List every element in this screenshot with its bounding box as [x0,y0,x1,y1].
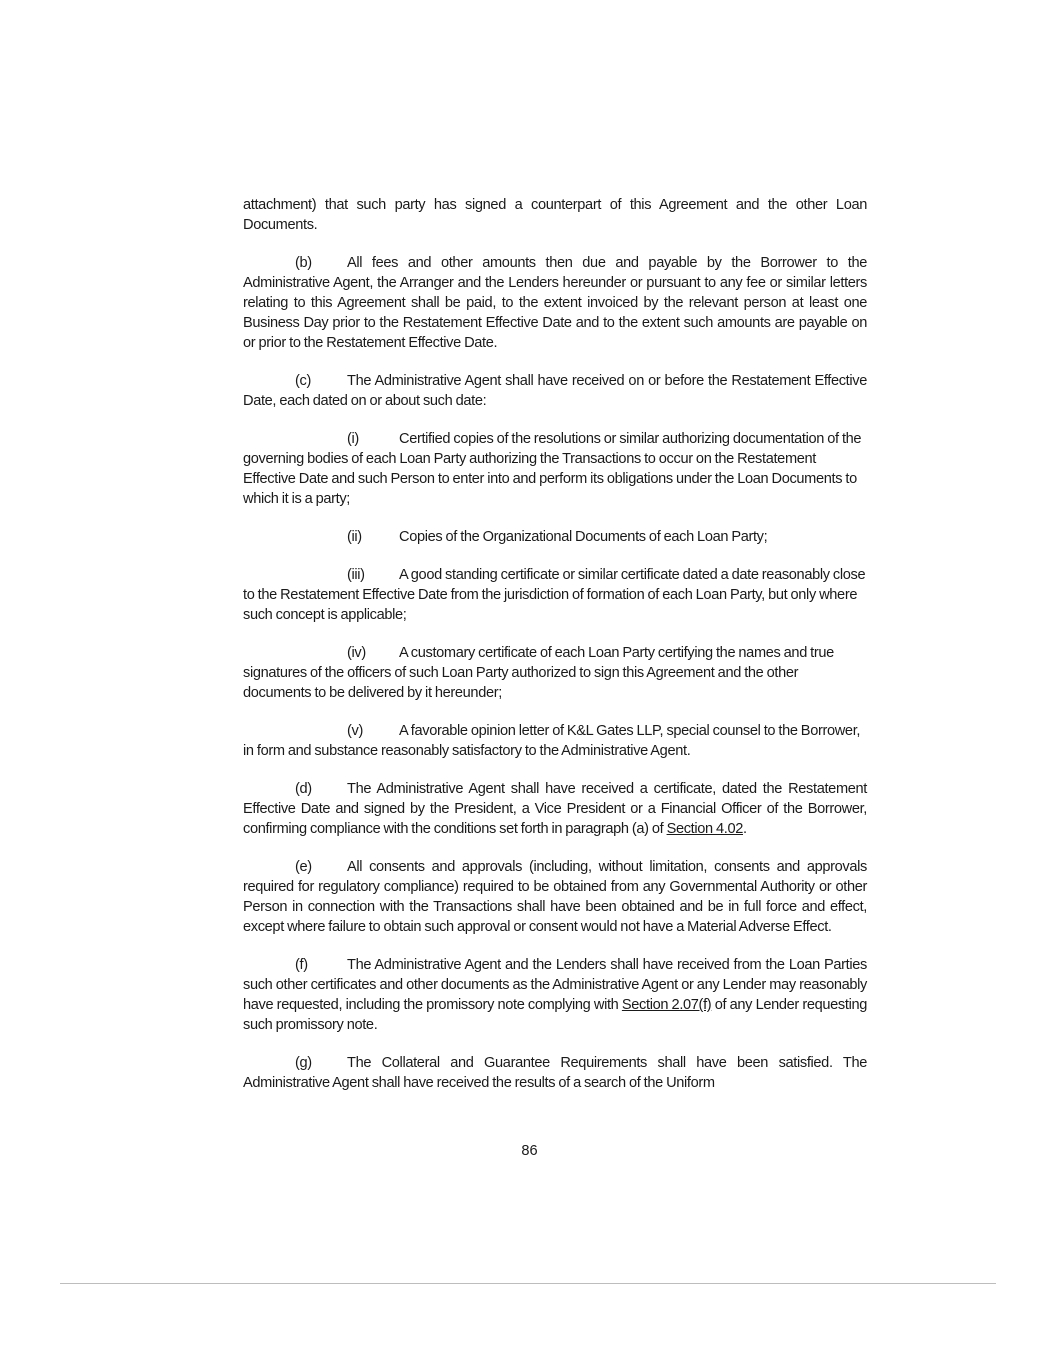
paragraph-text: All consents and approvals (including, without limitation, consents and approvals required for regulatory compliance) required to be obtained from any Governmental Authority or other Person in connection with the Transactions shall have been obtained and be in full force and effect, except where failure to obtain such approval or consent would not have a Material Adverse Effect. [243,859,867,935]
paragraph-text: The Collateral and Guarantee Requirements shall have been satisfied. The Administrative Agent shall have received the results of a search of the Uniform [243,1055,867,1091]
paragraph-text-end: of any Lender requesting such promissory note. [243,997,867,1033]
section-reference-link[interactable]: Section 2.07(f) [621,997,712,1013]
paragraph-continuation: attachment) that such party has signed a counterpart of this Agreement and the other Loan Documents. [243,197,867,233]
paragraph-label: (d) [295,781,312,797]
paragraph-label: (iii) [347,567,365,583]
paragraph-text: A favorable opinion letter of K&L Gates LLP, special counsel to the Borrower, in form and substance reasonably satisfactory to the Administrative Agent. [243,723,861,759]
paragraph-label: (f) [295,957,308,973]
paragraph-c-v [243,721,867,761]
paragraph-text: A good standing certificate or similar certificate dated a date reasonably close to the Restatement Effective Date from the jurisdiction of formation of each Loan Party, but only where such concept is applicable; [243,567,866,623]
page-number: 86 [521,1143,538,1159]
paragraph-text: All fees and other amounts then due and payable by the Borrower to the Administrative Agent, the Arranger and the Lenders hereunder or pursuant to any fee or similar letters relating to this Agreement shall be paid, to the extent invoiced by the relevant person at least one Business Day prior to the Restatement Effective Date and to the extent such amounts are payable on or prior to the Restatement Effective Date. [243,255,867,351]
paragraph-c-i [243,429,867,509]
paragraph-label: (g) [295,1055,312,1071]
paragraph-b [243,253,867,353]
paragraph-label: (i) [347,431,359,447]
paragraph-text-end: . [743,821,747,837]
paragraph-text: The Administrative Agent shall have received a certificate, dated the Restatement Effective Date and signed by the President, a Vice President or a Financial Officer of the Borrower, confirming compliance with the conditions set forth in paragraph (a) of [243,781,867,837]
paragraph-c [243,371,867,411]
paragraph-label: (iv) [347,645,366,661]
paragraph-text: A customary certificate of each Loan Party certifying the names and true signatures of the officers of such Loan Party authorized to sign this Agreement and the other documents to be delivered by it hereunder; [243,645,834,701]
paragraph-label: (c) [295,373,311,389]
paragraph-label: (e) [295,859,312,875]
paragraph-g [243,1053,867,1093]
paragraph-f [243,955,867,1035]
document-page [243,195,867,1111]
paragraph-e [243,857,867,937]
paragraph-text: The Administrative Agent shall have received on or before the Restatement Effective Date, each dated on or about such date: [243,373,867,409]
paragraph-c-iv [243,643,867,703]
paragraph-label: (b) [295,255,312,271]
paragraph-label: (ii) [347,529,362,545]
page-divider [60,1283,996,1284]
section-reference-link[interactable]: Section 4.02 [666,821,743,837]
paragraph-d [243,779,867,839]
paragraph-c-iii [243,565,867,625]
paragraph-label: (v) [347,723,363,739]
paragraph-text: Certified copies of the resolutions or similar authorizing documentation of the governing bodies of each Loan Party authorizing the Transactions to occur on the Restatement Effective Date and such Person to enter into and perform its obligations under the Loan Documents to which it is a party; [243,431,862,507]
paragraph-text: Copies of the Organizational Documents of each Loan Party; [399,529,768,545]
paragraph-c-ii [243,527,867,547]
paragraph-text: The Administrative Agent and the Lenders shall have received from the Loan Parties such other certificates and other documents as the Administrative Agent or any Lender may reasonably have requested, including the promissory note complying with [243,957,867,1013]
